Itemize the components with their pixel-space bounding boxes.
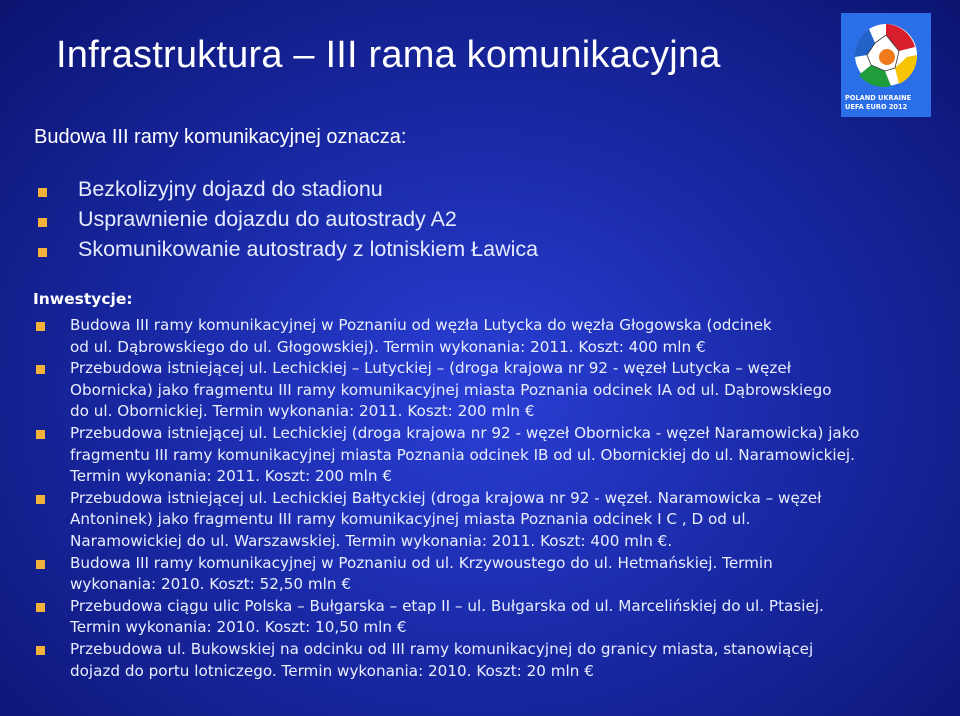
investment-item xyxy=(36,596,936,639)
investment-line: Obornicka) jako fragmentu III ramy komunikacyjnej miasta Poznania odcinek IA od ul. Dąbrowskiego xyxy=(70,380,832,399)
goal-text: Usprawnienie dojazdu do autostrady A2 xyxy=(78,207,457,231)
square-bullet-icon xyxy=(38,248,47,257)
intro-text: Budowa III ramy komunikacyjnej oznacza: xyxy=(34,126,407,148)
square-bullet-icon xyxy=(36,322,45,331)
investment-line: Przebudowa ul. Bukowskiej na odcinku od III ramy komunikacyjnej do granicy miasta, stanowiącej xyxy=(70,639,814,658)
investment-item xyxy=(36,553,936,596)
square-bullet-icon xyxy=(36,603,45,612)
investment-line: Przebudowa istniejącej ul. Lechickiej (droga krajowa nr 92 - węzeł Obornicka - węzeł Naramowicka) jako xyxy=(70,423,860,442)
square-bullet-icon xyxy=(36,365,45,374)
slide-title: Infrastruktura – III rama komunikacyjna xyxy=(56,34,721,76)
square-bullet-icon xyxy=(36,430,45,439)
square-bullet-icon xyxy=(36,495,45,504)
section-heading: Inwestycje: xyxy=(33,290,133,308)
euro-2012-logo xyxy=(841,13,931,117)
investment-line: Przebudowa ciągu ulic Polska – Bułgarska – etap II – ul. Bułgarska od ul. Marcelińskiej do ul. Ptasiej. xyxy=(70,596,824,615)
square-bullet-icon xyxy=(38,218,47,227)
investment-line: Przebudowa istniejącej ul. Lechickiej – Lutyckiej – (droga krajowa nr 92 - węzeł Lutycka – węzeł xyxy=(70,359,792,378)
investment-item xyxy=(36,315,936,358)
investment-line: Naramowickiej do ul. Warszawskiej. Termin wykonania: 2011. Koszt: 400 mln €. xyxy=(70,531,673,550)
investment-line: wykonania: 2010. Koszt: 52,50 mln € xyxy=(70,575,352,594)
investment-item xyxy=(36,358,936,423)
investment-line: do ul. Obornickiej. Termin wykonania: 2011. Koszt: 200 mln € xyxy=(70,402,535,421)
investment-list xyxy=(36,315,936,682)
goal-text: Bezkolizyjny dojazd do stadionu xyxy=(78,177,383,201)
investment-line: Budowa III ramy komunikacyjnej w Poznaniu od węzła Lutycka do węzła Głogowska (odcinek xyxy=(70,316,772,334)
investment-line: fragmentu III ramy komunikacyjnej miasta Poznania odcinek IB od ul. Obornickiej do ul. Naramowickiej. xyxy=(70,445,855,464)
investment-line: Budowa III ramy komunikacyjnej w Poznaniu od ul. Krzywoustego do ul. Hetmańskiej. Termin xyxy=(70,553,773,572)
square-bullet-icon xyxy=(36,646,45,655)
goal-text: Skomunikowanie autostrady z lotniskiem Ławica xyxy=(78,237,539,261)
square-bullet-icon xyxy=(36,560,45,569)
investment-line: Przebudowa istniejącej ul. Lechickiej Bałtyckiej (droga krajowa nr 92 - węzeł. Naramowicka – węzeł xyxy=(70,488,822,507)
investment-line: Termin wykonania: 2010. Koszt: 10,50 mln € xyxy=(70,618,407,637)
investment-line: od ul. Dąbrowskiego do ul. Głogowskiej). Termin wykonania: 2011. Koszt: 400 mln € xyxy=(70,337,706,356)
investment-line: dojazd do portu lotniczego. Termin wykonania: 2010. Koszt: 20 mln € xyxy=(70,661,594,680)
square-bullet-icon xyxy=(38,188,47,197)
logo-text-event: UEFA EURO 2012 xyxy=(845,103,908,111)
investment-item xyxy=(36,423,936,488)
investment-item xyxy=(36,639,936,682)
logo-text-countries: POLAND UKRAINE xyxy=(845,94,912,102)
investment-item xyxy=(36,488,936,553)
investment-line: Antoninek) jako fragmentu III ramy komunikacyjnej miasta Poznania odcinek I C , D od ul. xyxy=(70,510,751,529)
investment-line: Termin wykonania: 2011. Koszt: 200 mln € xyxy=(70,467,392,486)
